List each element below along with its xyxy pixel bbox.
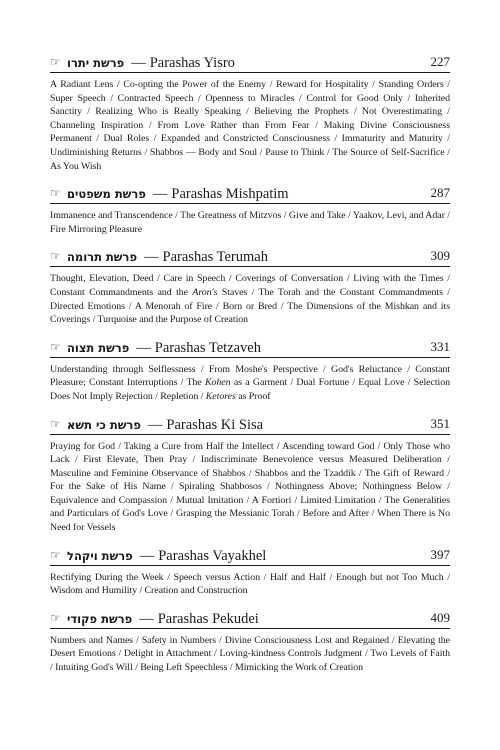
pointing-hand-icon: ☞ <box>50 55 61 69</box>
title-dash: — <box>147 416 163 433</box>
entry-title <box>50 340 261 357</box>
entry-header <box>50 333 450 358</box>
page-number: 309 <box>430 248 450 264</box>
entry-title <box>50 249 268 266</box>
entry-header <box>50 604 450 629</box>
topics-italic-term: Aron's <box>192 286 218 298</box>
entry-title <box>50 186 289 203</box>
entry-topics: Praying for God / Taking a Cure from Half the Intellect / Ascending toward God / Only Those who Lack / First Elevate, Then Pray / Indiscriminate Benevolence versus Measured Deliberation / Masculine and Feminine Observance of Shabbos / Shabbos and the Tzaddik / The Gift of Reward / For the Sake of His Name / Spiraling Shabbosos / Nothingness Above; Nothingness Below / Equivalence and Compassion / Mutual Imitation / A Fortiori / Limited Limitation / The Generalities and Particulars of God's Love / Grasping the Messianic Torah / Before and After / When There is No Need for Vessels <box>50 440 450 534</box>
entry-topics <box>50 272 450 326</box>
topics-text: as Proof <box>235 390 271 402</box>
hebrew-title: פרשת ויקהל <box>67 548 133 563</box>
toc-entry-yisro <box>50 48 450 173</box>
pointing-hand-icon: ☞ <box>50 186 61 201</box>
toc-entry-vayakhel <box>50 541 450 598</box>
entry-topics: A Radiant Lens / Co-opting the Power of the Enemy / Reward for Hospitality / Standing Orders / Super Speech / Contracted Speech / Openness to Miracles / Control for Good Only / Inherited Sanctity / Realizing Who is Really Speaking / Believing the Prophets / Not Overestimating / Channeling Inspiration / From Love Rather than From Fear / Making Divine Consciousness Permanent / Dual Roles / Expanded and Constricted Consciousness / Immaturity and Maturity / Undiminishing Returns / Shabbos — Body and Soul / Pause to Think / The Source of Self-Sacrifice / As You Wish <box>50 79 450 172</box>
pointing-hand-icon: ☞ <box>50 610 61 625</box>
entry-title <box>50 55 235 72</box>
entry-topics: Immanence and Transcendence / The Greatness of Mitzvos / Give and Take / Yaakov, Levi, and Adar / Fire Mirroring Pleasure <box>50 210 450 235</box>
toc-entry-mishpatim <box>50 179 450 236</box>
title-dash: — <box>136 339 151 356</box>
english-title: Parashas Vayakhel <box>158 547 267 564</box>
english-title: Parashas Mishpatim <box>171 186 289 203</box>
title-dash: — <box>152 186 168 203</box>
pointing-hand-icon: ☞ <box>50 416 61 431</box>
title-dash: — <box>139 547 155 564</box>
topics-text: Understanding through Selflessness / From Moshe's Perspective / God's Reluctance / Constant Pleasure; Constant Interruptions / The <box>50 363 450 389</box>
table-of-contents <box>50 48 450 681</box>
toc-entry-pekudei <box>50 604 450 675</box>
hebrew-title: פרשת יתרו <box>67 56 125 70</box>
title-dash: — <box>144 249 159 266</box>
topics-text: Staves / The Torah and the Constant Commandments / Directed Emotions / A Menorah of Fire / Born or Bred / The Dimensions of the Mishkan and its Coverings / Turquoise and the Purpose of Creation <box>50 286 450 326</box>
pointing-hand-icon: ☞ <box>50 339 61 354</box>
english-title: Parashas Ki Sisa <box>166 416 264 433</box>
entry-header <box>50 242 450 267</box>
entry-header <box>50 410 450 435</box>
entry-topics <box>50 363 450 404</box>
title-dash: — <box>139 610 154 627</box>
entry-title <box>50 611 259 628</box>
hebrew-title: פרשת כי תשא <box>67 417 141 432</box>
hebrew-title: פרשת תצוה <box>67 340 130 355</box>
toc-entry-tetzaveh <box>50 333 450 404</box>
pointing-hand-icon: ☞ <box>50 249 61 264</box>
title-dash: — <box>131 55 146 71</box>
page-number: 409 <box>430 609 450 625</box>
entry-header <box>50 541 450 566</box>
page-number: 287 <box>430 185 450 201</box>
entry-topics: Numbers and Names / Safety in Numbers / Divine Consciousness Lost and Regained / Elevating the Desert Emotions / Delight in Attachment / Loving-kindness Controls Judgment / Two Levels of Faith / Intuiting God's Will / Being Left Speechless / Mimicking the Work of Creation <box>50 634 450 674</box>
english-title: Parashas Yisro <box>149 55 235 71</box>
topics-italic-term: Kohen <box>204 377 231 389</box>
toc-entry-terumah <box>50 242 450 326</box>
page-number: 227 <box>430 54 450 69</box>
topics-text: as a Garment / Dual Fortune / Equal Love / Selection Does Not Imply Rejection / Repletion / <box>50 377 450 402</box>
english-title: Parashas Pekudei <box>157 610 259 627</box>
page-number: 351 <box>430 415 450 431</box>
english-title: Parashas Tetzaveh <box>154 339 261 356</box>
hebrew-title: פרשת משפטים <box>67 187 146 202</box>
entry-header <box>50 48 450 73</box>
entry-header <box>50 179 450 204</box>
page-number: 397 <box>430 546 450 562</box>
entry-title <box>50 548 266 565</box>
topics-italic-term: Ketores <box>205 390 236 402</box>
page-number: 331 <box>430 338 450 354</box>
hebrew-title: פרשת פקודי <box>67 611 133 626</box>
hebrew-title: פרשת תרומה <box>67 250 138 265</box>
english-title: Parashas Terumah <box>162 249 268 266</box>
entry-title <box>50 417 263 434</box>
pointing-hand-icon: ☞ <box>50 547 61 562</box>
toc-entry-ki-sisa <box>50 410 450 535</box>
entry-topics: Rectifying During the Week / Speech versus Action / Half and Half / Enough but not Too Much / Wisdom and Humility / Creation and Construction <box>50 571 450 597</box>
topics-text: Thought, Elevation, Deed / Care in Speech / Coverings of Conversation / Living with the Times / Constant Commandments and the <box>50 273 450 298</box>
